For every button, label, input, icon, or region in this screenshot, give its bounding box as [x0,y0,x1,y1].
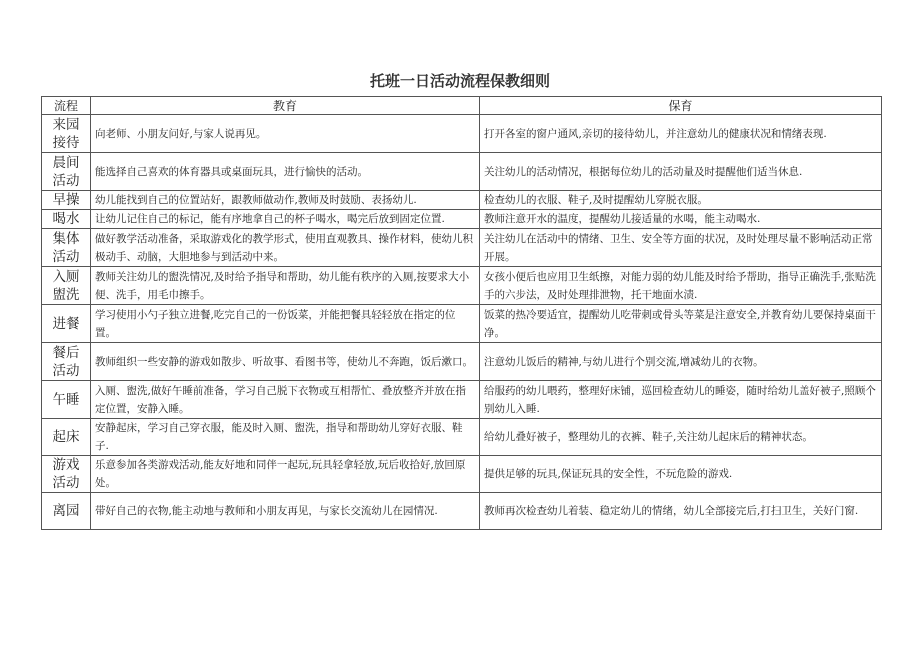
table-row [42,210,882,229]
table-row [42,381,882,419]
education-cell: 教师组织一些安静的游戏如散步、听故事、看图书等，使幼儿不奔跑，饭后漱口。 [91,343,480,381]
header-care: 保育 [480,97,882,115]
care-cell: 关注幼儿的活动情况，根据每位幼儿的活动量及时提醒他们适当休息. [480,153,882,191]
education-cell: 能选择自己喜欢的体育器具或桌面玩具，进行愉快的活动。 [91,153,480,191]
education-cell: 学习使用小勺子独立进餐,吃完自己的一份饭菜，并能把餐具轻轻放在指定的位置。 [91,305,480,343]
table-row [42,115,882,153]
table-row [42,305,882,343]
stage-cell: 午睡 [42,381,91,419]
care-cell: 注意幼儿饭后的精神,与幼儿进行个别交流,增减幼儿的衣物。 [480,343,882,381]
stage-cell: 起床 [42,419,91,456]
care-cell: 教师注意开水的温度，提醒幼儿接适量的水喝，能主动喝水. [480,210,882,229]
table-row [42,456,882,493]
table-row [42,191,882,210]
schedule-table [41,96,882,530]
care-cell: 教师再次检查幼儿着装、稳定幼儿的情绪，幼儿全部接完后,打扫卫生，关好门窗. [480,493,882,530]
care-cell: 提供足够的玩具,保证玩具的安全性，不玩危险的游戏. [480,456,882,493]
care-cell: 饭菜的热冷要适宜，提醒幼儿吃带刺或骨头等菜是注意安全,并教育幼儿要保持桌面干净。 [480,305,882,343]
education-cell: 带好自己的衣物,能主动地与教师和小朋友再见，与家长交流幼儿在园情况. [91,493,480,530]
stage-cell: 早操 [42,191,91,210]
header-stage: 流程 [42,97,91,115]
care-cell: 检查幼儿的衣服、鞋子,及时提醒幼儿穿脱衣服。 [480,191,882,210]
table-row [42,229,882,267]
education-cell: 向老师、小朋友问好,与家人说再见。 [91,115,480,153]
education-cell: 乐意参加各类游戏活动,能友好地和同伴一起玩,玩具轻拿轻放,玩后收拾好,放回原处。 [91,456,480,493]
education-cell: 入厕、盥洗,做好午睡前准备，学习自己脱下衣物或互相帮忙、叠放整齐并放在指定位置，安静入睡。 [91,381,480,419]
care-cell: 女孩小便后也应用卫生纸擦，对能力弱的幼儿能及时给予帮助，指导正确洗手,张贴洗手的六步法，及时处理排泄物，托干地面水渍. [480,267,882,305]
stage-cell: 入厕 盥洗 [42,267,91,305]
stage-cell: 晨间 活动 [42,153,91,191]
table-row [42,267,882,305]
table-row [42,493,882,530]
education-cell: 幼儿能找到自己的位置站好，跟教师做动作,教师及时鼓励、表扬幼儿. [91,191,480,210]
stage-cell: 集体 活动 [42,229,91,267]
table-row [42,343,882,381]
stage-cell: 喝水 [42,210,91,229]
document-title: 托班一日活动流程保教细则 [369,72,550,90]
stage-cell: 离园 [42,493,91,530]
stage-cell: 游戏 活动 [42,456,91,493]
table-header-row [42,97,882,115]
table-row [42,419,882,456]
stage-cell: 进餐 [42,305,91,343]
education-cell: 让幼儿记住自己的标记，能有序地拿自己的杯子喝水，喝完后放到固定位置. [91,210,480,229]
care-cell: 打开各室的窗户通风,亲切的接待幼儿，并注意幼儿的健康状况和情绪表现. [480,115,882,153]
care-cell: 关注幼儿在活动中的情绪、卫生、安全等方面的状况，及时处理尽量不影响活动正常开展。 [480,229,882,267]
stage-cell: 来园 接待 [42,115,91,153]
education-cell: 教师关注幼儿的盥洗情况,及时给予指导和帮助，幼儿能有秩序的入厕,按要求大小便、洗手，用毛巾擦手。 [91,267,480,305]
care-cell: 给服药的幼儿喂药，整理好床铺，巡回检查幼儿的睡姿，随时给幼儿盖好被子,照顾个别幼儿入睡. [480,381,882,419]
header-education: 教育 [91,97,480,115]
care-cell: 给幼儿叠好被子，整理幼儿的衣裤、鞋子,关注幼儿起床后的精神状态。 [480,419,882,456]
education-cell: 安静起床，学习自己穿衣服，能及时入厕、盥洗，指导和帮助幼儿穿好衣服、鞋子. [91,419,480,456]
stage-cell: 餐后 活动 [42,343,91,381]
education-cell: 做好教学活动准备，采取游戏化的教学形式，使用直观教具、操作材料，使幼儿积极动手、动脑，大胆地参与到活动中来。 [91,229,480,267]
table-row [42,153,882,191]
